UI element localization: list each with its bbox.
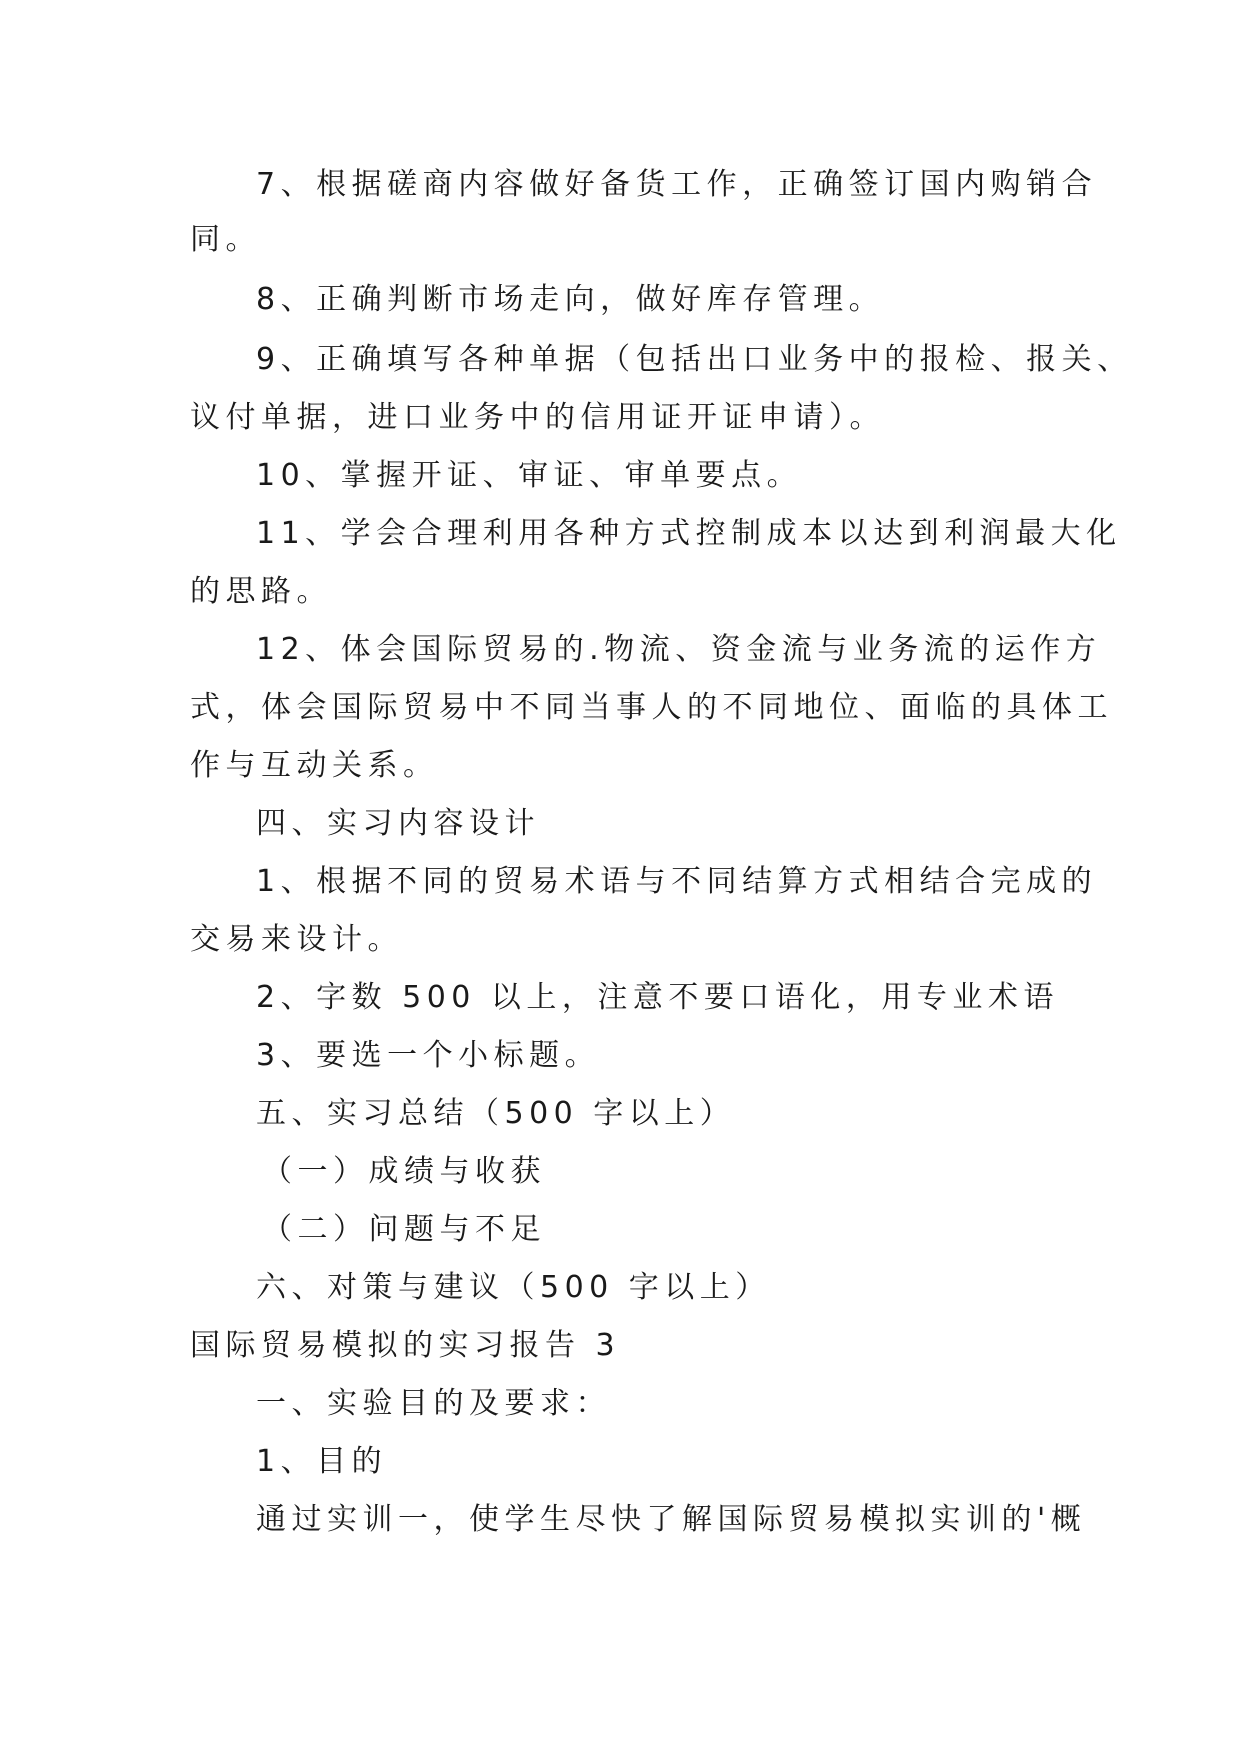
- section-heading: 一、实验目的及要求：: [256, 1386, 611, 1421]
- paragraph-line: 2、字数 500 以上，注意不要口语化，用专业术语: [256, 980, 1059, 1015]
- paragraph-line: 3、要选一个小标题。: [256, 1038, 601, 1073]
- paragraph-line: 作与互动关系。: [190, 748, 439, 783]
- paragraph-line: 通过实训一，使学生尽快了解国际贸易模拟实训的'概: [256, 1502, 1087, 1537]
- paragraph-line: 的思路。: [190, 574, 332, 609]
- paragraph-line: 7、根据磋商内容做好备货工作，正确签订国内购销合: [256, 167, 1098, 202]
- section-heading: 四、实习内容设计: [256, 806, 540, 841]
- paragraph-line: 8、正确判断市场走向，做好库存管理。: [256, 282, 885, 317]
- paragraph-line: 12、体会国际贸易的.物流、资金流与业务流的运作方: [256, 632, 1102, 667]
- paragraph-line: 9、正确填写各种单据（包括出口业务中的报检、报关、: [256, 342, 1133, 377]
- paragraph-line: 10、掌握开证、审证、审单要点。: [256, 458, 803, 493]
- paragraph-line: 同。: [190, 222, 261, 257]
- paragraph-line: 式，体会国际贸易中不同当事人的不同地位、面临的具体工: [190, 690, 1113, 725]
- paragraph-line: 1、根据不同的贸易术语与不同结算方式相结合完成的: [256, 864, 1098, 899]
- section-heading: 五、实习总结（500 字以上）: [256, 1096, 736, 1131]
- report-title: 国际贸易模拟的实习报告 3: [190, 1328, 621, 1363]
- section-heading: 六、对策与建议（500 字以上）: [256, 1270, 771, 1305]
- subsection-heading: 1、目的: [256, 1444, 388, 1479]
- paragraph-line: 交易来设计。: [190, 922, 403, 957]
- subsection-heading: （二）问题与不足: [262, 1212, 546, 1247]
- paragraph-line: 11、学会合理利用各种方式控制成本以达到利润最大化: [256, 516, 1122, 551]
- subsection-heading: （一）成绩与收获: [262, 1154, 546, 1189]
- paragraph-line: 议付单据，进口业务中的信用证开证申请）。: [190, 400, 885, 435]
